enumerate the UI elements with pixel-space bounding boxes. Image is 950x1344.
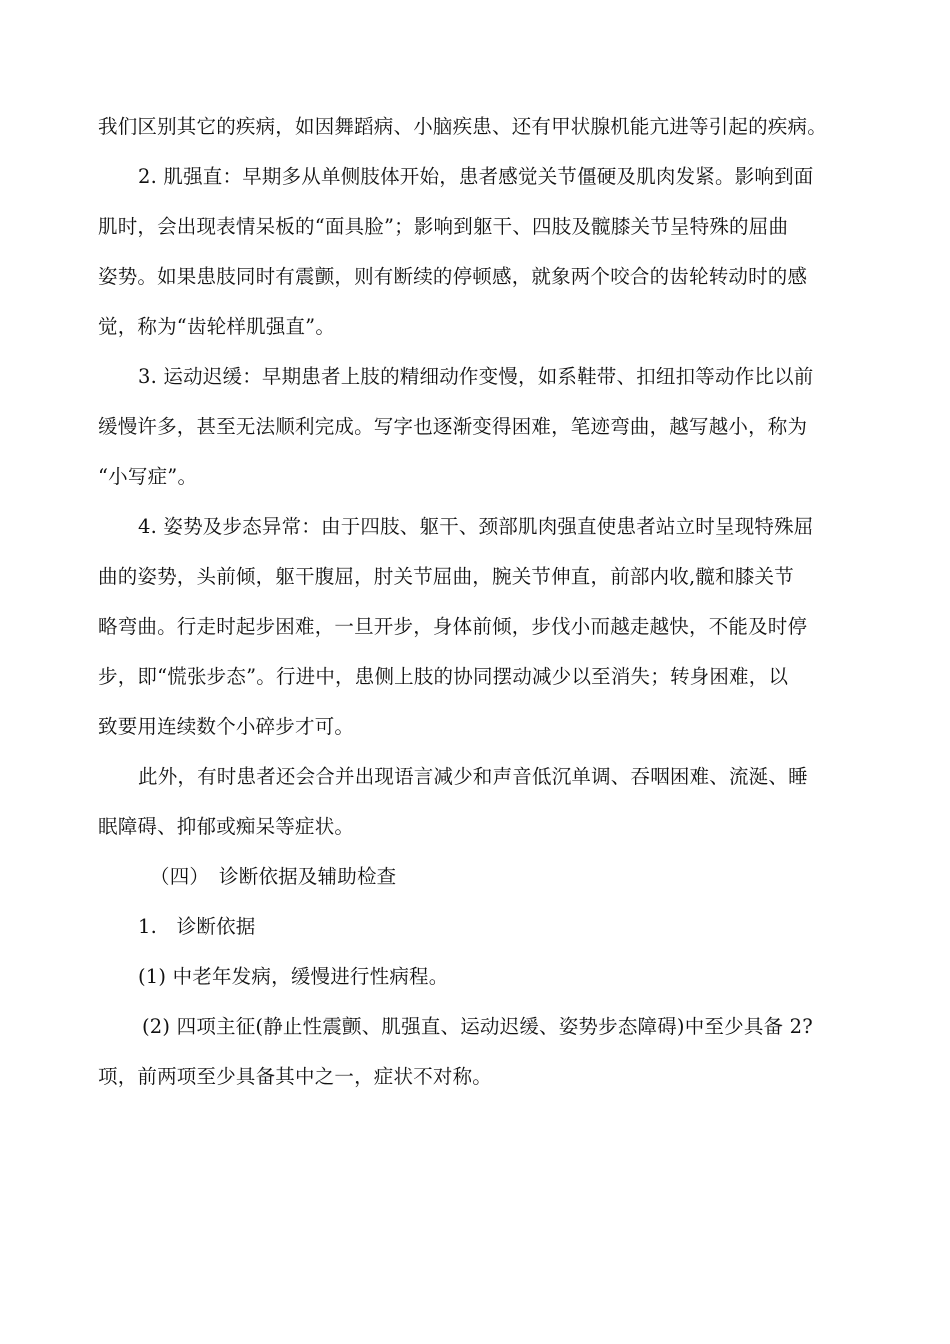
text-line: 缓慢许多，甚至无法顺利完成。写字也逐渐变得困难，笔迹弯曲，越写越小，称为 xyxy=(98,415,808,438)
text-line: 步，即“慌张步态”。行进中，患侧上肢的协同摆动减少以至消失；转身困难，以 xyxy=(98,665,789,688)
item-posture-gait: 4. 姿势及步态异常：由于四肢、躯干、颈部肌肉强直使患者站立时呈现特殊屈 xyxy=(138,515,814,538)
item-bradykinesia: 3. 运动迟缓：早期患者上肢的精细动作变慢，如系鞋带、扣纽扣等动作比以前 xyxy=(138,365,814,388)
criterion-2: (2) 四项主征(静止性震颤、肌强直、运动迟缓、姿势步态障碍)中至少具备 2? xyxy=(142,1015,813,1038)
text-line: 略弯曲。行走时起步困难，一旦开步，身体前倾，步伐小而越走越快，不能及时停 xyxy=(98,615,808,638)
text-line: 眠障碍、抑郁或痴呆等症状。 xyxy=(98,815,355,838)
text-line: 致要用连续数个小碎步才可。 xyxy=(98,715,355,738)
text-line: 我们区别其它的疾病，如因舞蹈病、小脑疾患、还有甲状腺机能亢进等引起的疾病。 xyxy=(98,115,827,138)
text-line: 项，前两项至少具备其中之一，症状不对称。 xyxy=(98,1065,493,1088)
text-line: “小写症”。 xyxy=(98,465,198,488)
criterion-1: (1) 中老年发病，缓慢进行性病程。 xyxy=(138,965,449,988)
text-line: 肌时，会出现表情呆板的“面具脸”；影响到躯干、四肢及髋膝关节呈特殊的屈曲 xyxy=(98,215,789,238)
section-heading: （四） 诊断依据及辅助检查 xyxy=(150,865,397,888)
text-line: 姿势。如果患肢同时有震颤，则有断续的停顿感，就象两个咬合的齿轮转动时的感 xyxy=(98,265,808,288)
paragraph-other-symptoms: 此外，有时患者还会合并出现语言减少和声音低沉单调、吞咽困难、流涎、睡 xyxy=(138,765,808,788)
item-muscle-rigidity: 2. 肌强直：早期多从单侧肢体开始，患者感觉关节僵硬及肌肉发紧。影响到面 xyxy=(138,165,814,188)
subsection-heading: 1. 诊断依据 xyxy=(138,915,256,938)
text-line: 曲的姿势，头前倾，躯干腹屈，肘关节屈曲，腕关节伸直，前部内收,髋和膝关节 xyxy=(98,565,794,588)
text-line: 觉，称为“齿轮样肌强直”。 xyxy=(98,315,336,338)
